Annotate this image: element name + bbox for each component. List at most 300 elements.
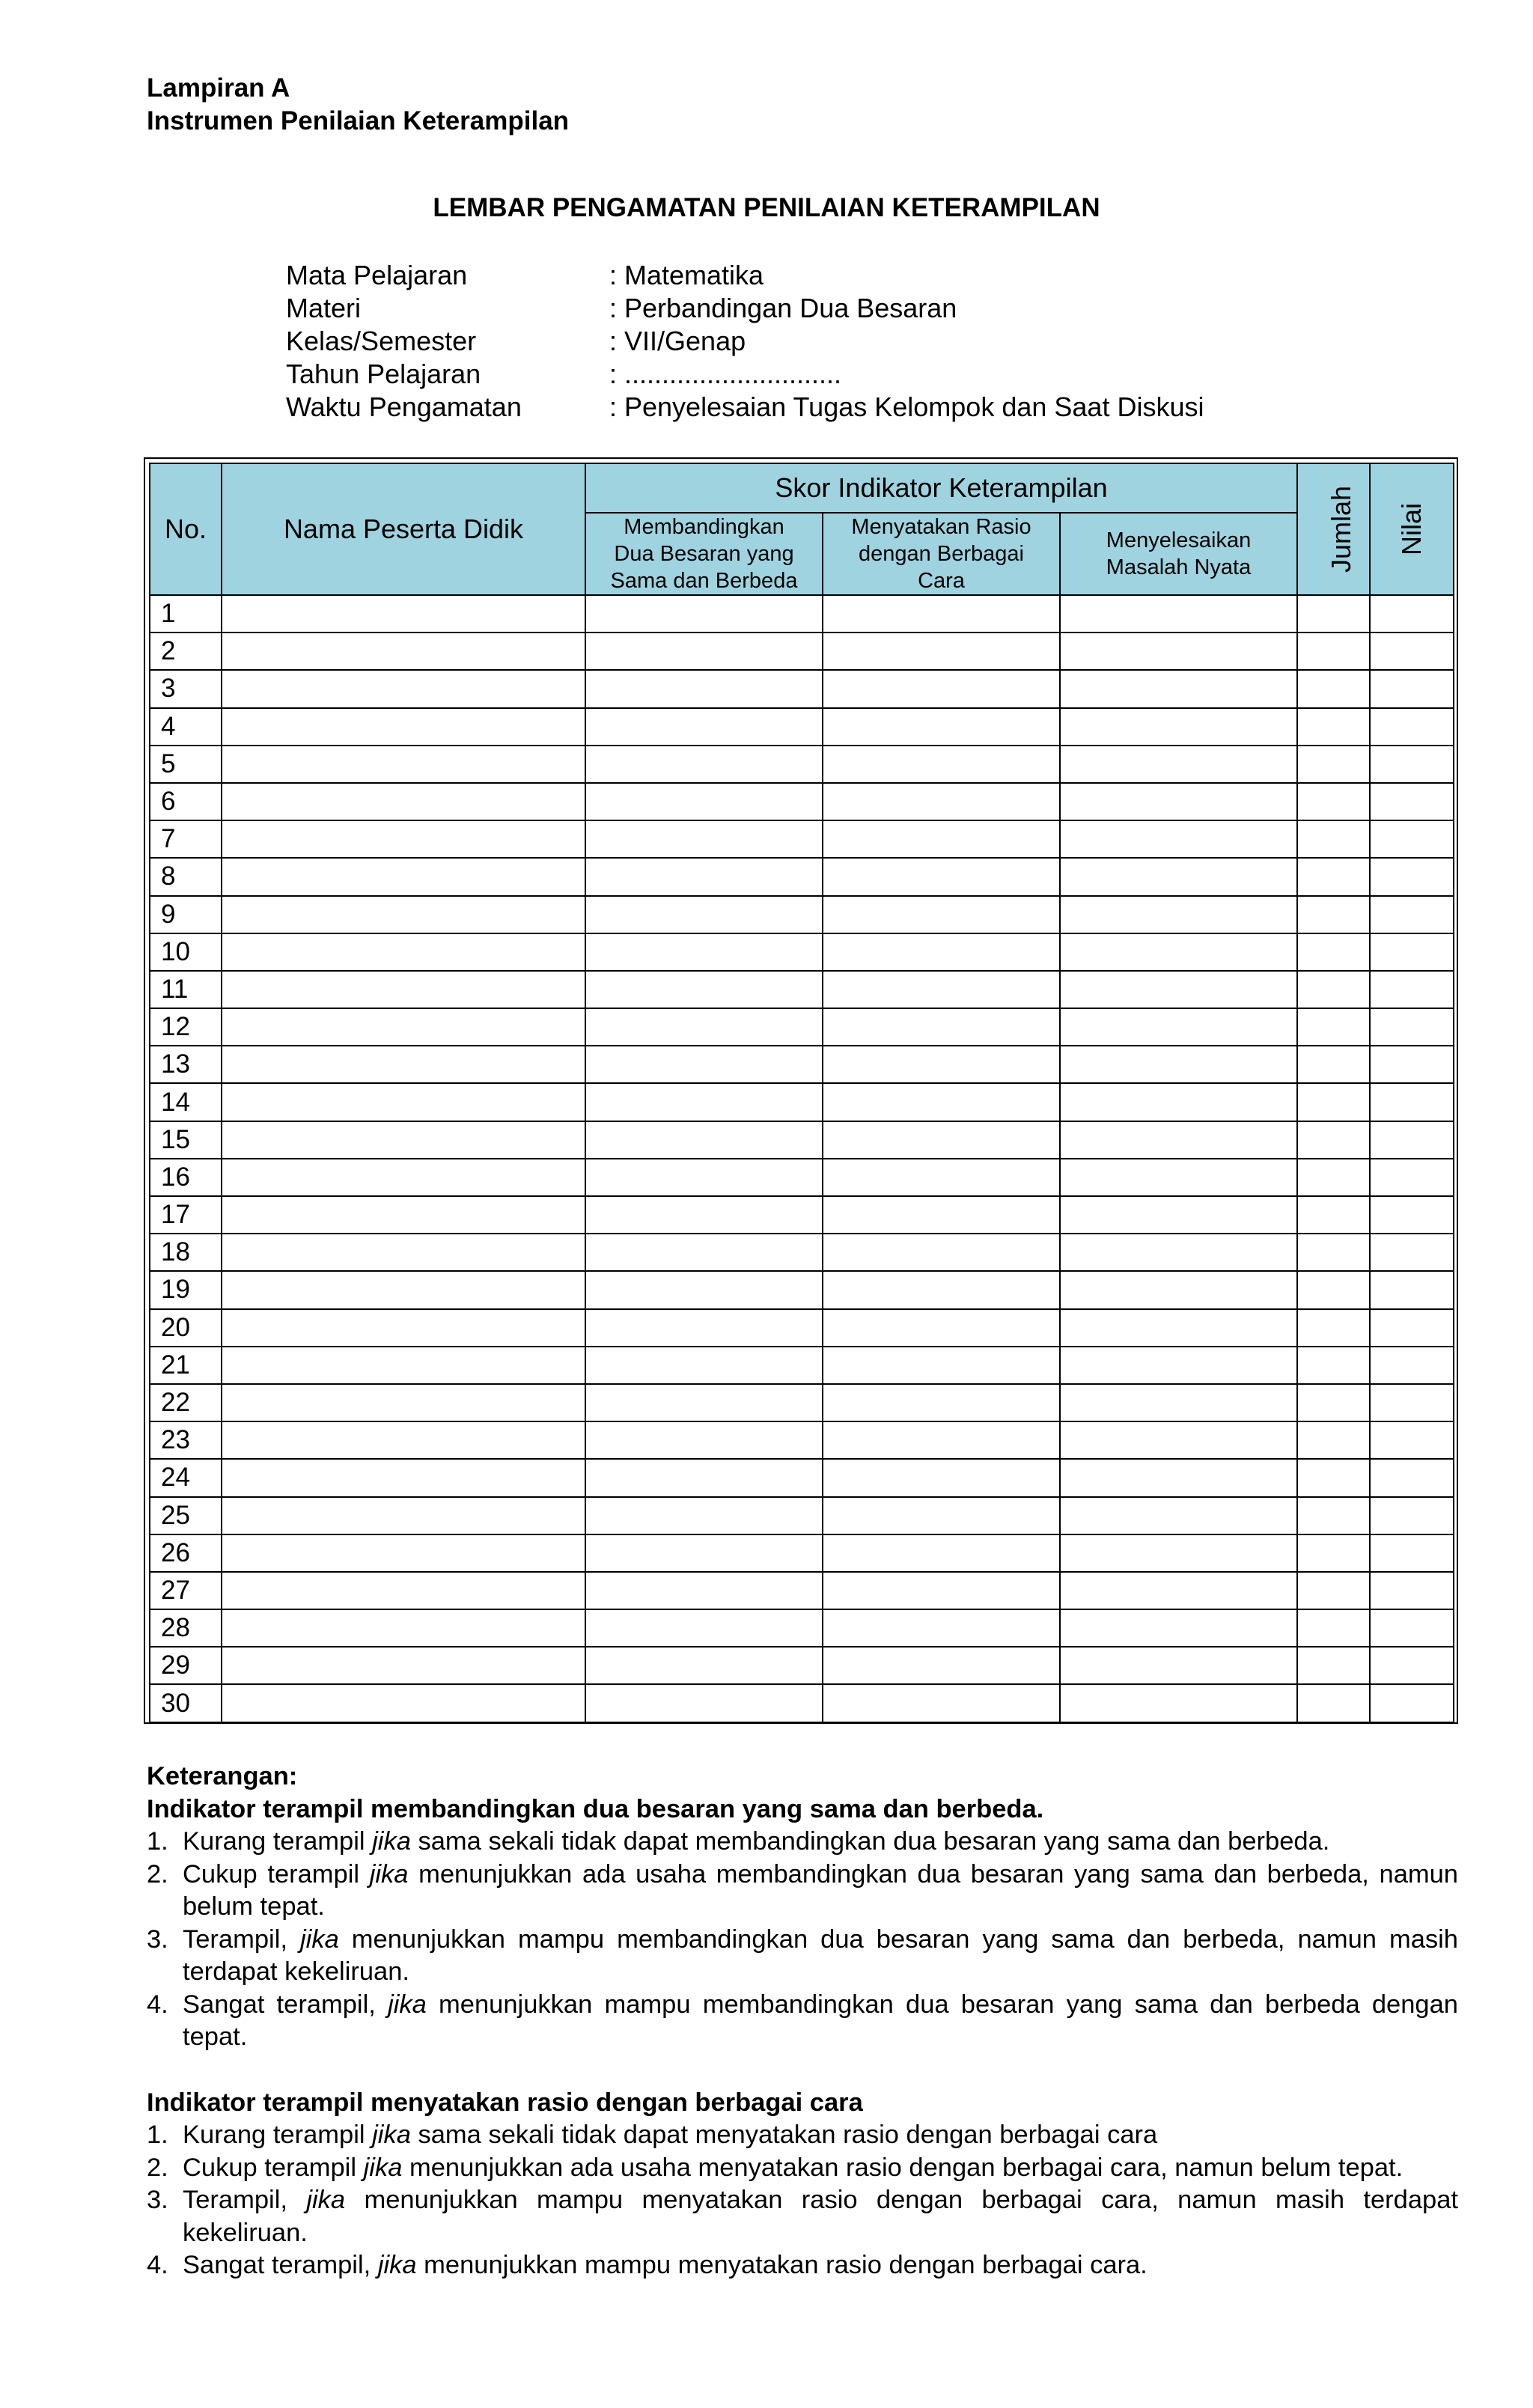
score-problem-cell[interactable] [1060, 595, 1297, 633]
list-text-part: Cukup terampil [183, 2153, 364, 2182]
total-cell[interactable] [1297, 820, 1370, 858]
student-name-cell[interactable] [222, 1384, 585, 1421]
score-compare-cell[interactable] [585, 1347, 823, 1384]
list-number: 4. [147, 2251, 168, 2279]
grade-cell[interactable] [1370, 633, 1454, 670]
score-ratio-cell[interactable] [823, 896, 1060, 933]
student-name-cell[interactable] [222, 933, 585, 971]
row-number: 15 [150, 1121, 222, 1159]
score-compare-cell[interactable] [585, 1083, 823, 1121]
score-compare-cell[interactable] [585, 1008, 823, 1046]
grade-cell[interactable] [1370, 1309, 1454, 1347]
list-item [147, 2119, 1458, 2152]
total-cell[interactable] [1297, 1046, 1370, 1083]
score-problem-cell[interactable] [1060, 1534, 1297, 1572]
total-cell[interactable] [1297, 1159, 1370, 1196]
score-ratio-cell[interactable] [823, 1271, 1060, 1308]
grade-cell[interactable] [1370, 1083, 1454, 1121]
document-title: LEMBAR PENGAMATAN PENILAIAN KETERAMPILAN [433, 193, 1100, 222]
table-row [150, 1572, 1454, 1609]
total-cell[interactable] [1297, 1609, 1370, 1647]
row-number: 22 [150, 1384, 222, 1421]
row-number: 28 [150, 1609, 222, 1647]
list-number: 1. [147, 1827, 168, 1856]
row-number: 27 [150, 1572, 222, 1609]
score-ratio-cell[interactable] [823, 1647, 1060, 1684]
row-number: 26 [150, 1534, 222, 1572]
grade-cell[interactable] [1370, 595, 1454, 633]
score-compare-cell[interactable] [585, 1271, 823, 1308]
grade-cell[interactable] [1370, 1159, 1454, 1196]
grade-cell[interactable] [1370, 933, 1454, 971]
list-text [183, 2119, 1458, 2152]
student-name-cell[interactable] [222, 820, 585, 858]
student-name-cell[interactable] [222, 783, 585, 820]
student-name-cell[interactable] [222, 746, 585, 783]
score-problem-cell[interactable] [1060, 746, 1297, 783]
score-ratio-cell[interactable] [823, 746, 1060, 783]
row-number: 16 [150, 1159, 222, 1196]
grade-cell[interactable] [1370, 1196, 1454, 1234]
score-problem-cell[interactable] [1060, 670, 1297, 707]
header-text-line: dengan Berbagai [859, 542, 1024, 566]
table-row [150, 1534, 1454, 1572]
row-number: 3 [150, 670, 222, 707]
row-number: 4 [150, 708, 222, 746]
score-compare-cell[interactable] [585, 1684, 823, 1722]
score-problem-cell[interactable] [1060, 820, 1297, 858]
score-compare-cell[interactable] [585, 1046, 823, 1083]
grade-cell[interactable] [1370, 858, 1454, 895]
total-cell[interactable] [1297, 1121, 1370, 1159]
table-row [150, 1384, 1454, 1421]
total-cell[interactable] [1297, 1572, 1370, 1609]
table-row [150, 858, 1454, 895]
score-problem-cell[interactable] [1060, 633, 1297, 670]
student-name-cell[interactable] [222, 1609, 585, 1647]
total-cell[interactable] [1297, 1497, 1370, 1534]
table-row [150, 1046, 1454, 1083]
score-ratio-cell[interactable] [823, 933, 1060, 971]
meta-value: : VII/Genap [609, 326, 746, 356]
student-name-cell[interactable] [222, 1497, 585, 1534]
meta-value: : Penyelesaian Tugas Kelompok dan Saat Diskusi [609, 391, 1204, 422]
score-ratio-cell[interactable] [823, 595, 1060, 633]
list-text [183, 2249, 1458, 2282]
table-row [150, 1271, 1454, 1308]
score-ratio-cell[interactable] [823, 1159, 1060, 1196]
header-skill-indicator-score: Skor Indikator Keterampilan [585, 463, 1297, 513]
score-compare-cell[interactable] [585, 1384, 823, 1421]
score-ratio-cell[interactable] [823, 670, 1060, 707]
score-compare-cell[interactable] [585, 1572, 823, 1609]
header-compare-quantities [585, 513, 823, 595]
score-problem-cell[interactable] [1060, 933, 1297, 971]
grade-cell[interactable] [1370, 1421, 1454, 1459]
table-row [150, 595, 1454, 633]
total-cell[interactable] [1297, 1347, 1370, 1384]
score-compare-cell[interactable] [585, 1609, 823, 1647]
score-compare-cell[interactable] [585, 633, 823, 670]
total-cell[interactable] [1297, 896, 1370, 933]
score-compare-cell[interactable] [585, 1421, 823, 1459]
meta-row [286, 325, 1204, 358]
student-name-cell[interactable] [222, 1534, 585, 1572]
student-name-cell[interactable] [222, 1309, 585, 1347]
list-number: 2. [147, 2153, 168, 2182]
list-item [147, 2152, 1458, 2185]
grade-cell[interactable] [1370, 1046, 1454, 1083]
indicator-2-title: Indikator terampil menyatakan rasio dengan berbagai cara [147, 2088, 863, 2117]
total-cell[interactable] [1297, 595, 1370, 633]
total-cell[interactable] [1297, 670, 1370, 707]
score-ratio-cell[interactable] [823, 1421, 1060, 1459]
header-text-line: Sama dan Berbeda [610, 569, 798, 593]
header-text-line: Cara [918, 569, 965, 593]
list-text-part: sama sekali tidak dapat menyatakan rasio dengan berbagai cara [410, 2121, 1158, 2149]
student-name-cell[interactable] [222, 1008, 585, 1046]
table-row [150, 1159, 1454, 1196]
score-compare-cell[interactable] [585, 1459, 823, 1496]
score-ratio-cell[interactable] [823, 1684, 1060, 1722]
student-name-cell[interactable] [222, 896, 585, 933]
score-problem-cell[interactable] [1060, 1647, 1297, 1684]
score-compare-cell[interactable] [585, 1234, 823, 1271]
score-problem-cell[interactable] [1060, 1271, 1297, 1308]
list-text [183, 1826, 1458, 1859]
meta-row [286, 292, 1204, 325]
student-name-cell[interactable] [222, 1684, 585, 1722]
grade-cell[interactable] [1370, 1572, 1454, 1609]
score-problem-cell[interactable] [1060, 1459, 1297, 1496]
list-text-part: Cukup terampil [183, 1859, 370, 1889]
appendix-subtitle: Instrumen Penilaian Keterampilan [147, 106, 570, 135]
score-ratio-cell[interactable] [823, 1234, 1060, 1271]
row-number: 14 [150, 1083, 222, 1121]
list-text [183, 1859, 1466, 1924]
row-number: 5 [150, 746, 222, 783]
list-text [183, 2152, 1458, 2185]
list-text-part: Kurang terampil [183, 2121, 373, 2149]
score-problem-cell[interactable] [1060, 858, 1297, 895]
total-cell[interactable] [1297, 1534, 1370, 1572]
grade-cell[interactable] [1370, 1647, 1454, 1684]
total-cell[interactable] [1297, 1684, 1370, 1722]
score-ratio-cell[interactable] [823, 1046, 1060, 1083]
table-row [150, 1083, 1454, 1121]
total-cell[interactable] [1297, 1008, 1370, 1046]
score-compare-cell[interactable] [585, 1497, 823, 1534]
score-compare-cell[interactable] [585, 1121, 823, 1159]
score-compare-cell[interactable] [585, 1309, 823, 1347]
grade-cell[interactable] [1370, 971, 1454, 1008]
row-number: 10 [150, 933, 222, 971]
score-ratio-cell[interactable] [823, 1008, 1060, 1046]
student-name-cell[interactable] [222, 670, 585, 707]
row-number: 29 [150, 1647, 222, 1684]
student-name-cell[interactable] [222, 1647, 585, 1684]
score-ratio-cell[interactable] [823, 1083, 1060, 1121]
score-problem-cell[interactable] [1060, 1609, 1297, 1647]
header-express-ratio [823, 513, 1060, 595]
list-number: 4. [147, 1990, 168, 2019]
grade-cell[interactable] [1370, 1347, 1454, 1384]
table-body [150, 595, 1454, 1722]
table-row [150, 1421, 1454, 1459]
score-ratio-cell[interactable] [823, 1384, 1060, 1421]
row-number: 2 [150, 633, 222, 670]
score-ratio-cell[interactable] [823, 783, 1060, 820]
score-ratio-cell[interactable] [823, 633, 1060, 670]
score-problem-cell[interactable] [1060, 1196, 1297, 1234]
student-name-cell[interactable] [222, 1459, 585, 1496]
row-number: 11 [150, 971, 222, 1008]
header-grade-label: Nilai [1396, 502, 1427, 556]
list-text-part: menunjukkan mampu membandingkan dua besaran yang sama dan berbeda dengan tepat. [183, 1990, 1466, 2051]
score-problem-cell[interactable] [1060, 1121, 1297, 1159]
grade-cell[interactable] [1370, 820, 1454, 858]
row-number: 23 [150, 1421, 222, 1459]
score-ratio-cell[interactable] [823, 820, 1060, 858]
list-text-part: Terampil, [183, 2186, 307, 2214]
score-compare-cell[interactable] [585, 971, 823, 1008]
meta-label: Mata Pelajaran [286, 260, 468, 290]
total-cell[interactable] [1297, 1421, 1370, 1459]
grade-cell[interactable] [1370, 1459, 1454, 1496]
grade-cell[interactable] [1370, 1234, 1454, 1271]
grade-cell[interactable] [1370, 1684, 1454, 1722]
notes-section [147, 1761, 1466, 2282]
meta-value: : Matematika [609, 260, 764, 290]
table-row [150, 1647, 1454, 1684]
score-ratio-cell[interactable] [823, 1309, 1060, 1347]
list-text-part: Sangat terampil, [183, 1990, 388, 2019]
notes-heading: Keterangan: [147, 1762, 298, 1790]
list-text-emphasis: jika [388, 1990, 427, 2019]
table-row [150, 670, 1454, 707]
score-ratio-cell[interactable] [823, 708, 1060, 746]
total-cell[interactable] [1297, 1309, 1370, 1347]
score-problem-cell[interactable] [1060, 1309, 1297, 1347]
meta-label: Materi [286, 293, 362, 323]
header-text-line: Menyatakan Rasio [851, 515, 1031, 539]
total-cell[interactable] [1297, 1647, 1370, 1684]
header-no: No. [150, 463, 222, 595]
score-problem-cell[interactable] [1060, 1159, 1297, 1196]
list-text [183, 1924, 1466, 1989]
grade-cell[interactable] [1370, 670, 1454, 707]
student-name-cell[interactable] [222, 858, 585, 895]
score-compare-cell[interactable] [585, 670, 823, 707]
row-number: 24 [150, 1459, 222, 1496]
score-problem-cell[interactable] [1060, 971, 1297, 1008]
header-total [1297, 463, 1370, 595]
score-ratio-cell[interactable] [823, 1572, 1060, 1609]
score-problem-cell[interactable] [1060, 1083, 1297, 1121]
table-row [150, 1347, 1454, 1384]
score-problem-cell[interactable] [1060, 708, 1297, 746]
student-name-cell[interactable] [222, 1347, 585, 1384]
total-cell[interactable] [1297, 1083, 1370, 1121]
header-grade [1370, 463, 1454, 595]
score-compare-cell[interactable] [585, 1196, 823, 1234]
grade-cell[interactable] [1370, 1534, 1454, 1572]
score-compare-cell[interactable] [585, 746, 823, 783]
score-ratio-cell[interactable] [823, 1347, 1060, 1384]
table-row [150, 708, 1454, 746]
student-name-cell[interactable] [222, 595, 585, 633]
score-problem-cell[interactable] [1060, 1384, 1297, 1421]
table-row [150, 1459, 1454, 1496]
score-problem-cell[interactable] [1060, 1347, 1297, 1384]
total-cell[interactable] [1297, 746, 1370, 783]
row-number: 17 [150, 1196, 222, 1234]
row-number: 21 [150, 1347, 222, 1384]
assessment-table [149, 463, 1454, 1723]
score-ratio-cell[interactable] [823, 1459, 1060, 1496]
total-cell[interactable] [1297, 1459, 1370, 1496]
score-compare-cell[interactable] [585, 1159, 823, 1196]
score-problem-cell[interactable] [1060, 1046, 1297, 1083]
assessment-table-frame [144, 457, 1458, 1724]
grade-cell[interactable] [1370, 1008, 1454, 1046]
grade-cell[interactable] [1370, 1271, 1454, 1308]
score-ratio-cell[interactable] [823, 1196, 1060, 1234]
total-cell[interactable] [1297, 1196, 1370, 1234]
list-text-part: sama sekali tidak dapat membandingkan dua besaran yang sama dan berbeda. [410, 1827, 1330, 1856]
student-name-cell[interactable] [222, 1083, 585, 1121]
student-name-cell[interactable] [222, 1421, 585, 1459]
list-text-part: Terampil, [183, 1924, 300, 1954]
score-compare-cell[interactable] [585, 896, 823, 933]
table-row [150, 896, 1454, 933]
grade-cell[interactable] [1370, 783, 1454, 820]
grade-cell[interactable] [1370, 1121, 1454, 1159]
grade-cell[interactable] [1370, 1609, 1454, 1647]
score-compare-cell[interactable] [585, 1534, 823, 1572]
row-number: 9 [150, 896, 222, 933]
student-name-cell[interactable] [222, 971, 585, 1008]
student-name-cell[interactable] [222, 1572, 585, 1609]
total-cell[interactable] [1297, 858, 1370, 895]
student-name-cell[interactable] [222, 1271, 585, 1308]
score-ratio-cell[interactable] [823, 1121, 1060, 1159]
score-ratio-cell[interactable] [823, 971, 1060, 1008]
header-text-line: Dua Besaran yang [614, 542, 794, 566]
score-problem-cell[interactable] [1060, 1684, 1297, 1722]
student-name-cell[interactable] [222, 1046, 585, 1083]
student-name-cell[interactable] [222, 1121, 585, 1159]
meta-info [286, 259, 1204, 424]
score-ratio-cell[interactable] [823, 1534, 1060, 1572]
grade-cell[interactable] [1370, 708, 1454, 746]
grade-cell[interactable] [1370, 896, 1454, 933]
indicator-1-list [147, 1826, 1466, 2054]
list-item [147, 2249, 1458, 2282]
row-number: 20 [150, 1309, 222, 1347]
total-cell[interactable] [1297, 933, 1370, 971]
list-item [147, 1859, 1466, 1924]
score-problem-cell[interactable] [1060, 1008, 1297, 1046]
list-text-part: menunjukkan mampu menyatakan rasio dengan berbagai cara, namun masih terdapat kekeliruan. [183, 2186, 1466, 2247]
row-number: 6 [150, 783, 222, 820]
score-compare-cell[interactable] [585, 1647, 823, 1684]
header-student-name: Nama Peserta Didik [222, 463, 585, 595]
meta-value: : Perbandingan Dua Besaran [609, 293, 957, 323]
list-text-emphasis: jika [372, 2121, 411, 2149]
indicator-1-title: Indikator terampil membandingkan dua besaran yang sama dan berbeda. [147, 1794, 1044, 1823]
table-row [150, 1684, 1454, 1722]
score-compare-cell[interactable] [585, 783, 823, 820]
score-problem-cell[interactable] [1060, 1572, 1297, 1609]
score-ratio-cell[interactable] [823, 1497, 1060, 1534]
student-name-cell[interactable] [222, 633, 585, 670]
row-number: 13 [150, 1046, 222, 1083]
meta-label: Waktu Pengamatan [286, 391, 522, 422]
table-row [150, 1609, 1454, 1647]
list-number: 3. [147, 1924, 168, 1954]
student-name-cell[interactable] [222, 708, 585, 746]
table-row [150, 1196, 1454, 1234]
list-text-emphasis: jika [377, 2251, 417, 2279]
total-cell[interactable] [1297, 708, 1370, 746]
table-row [150, 1309, 1454, 1347]
list-text-emphasis: jika [369, 1859, 409, 1889]
total-cell[interactable] [1297, 1384, 1370, 1421]
score-problem-cell[interactable] [1060, 896, 1297, 933]
spacer [147, 2054, 1458, 2087]
grade-cell[interactable] [1370, 1497, 1454, 1534]
appendix-label: Lampiran A [147, 73, 290, 103]
student-name-cell[interactable] [222, 1196, 585, 1234]
score-compare-cell[interactable] [585, 595, 823, 633]
list-item [147, 2184, 1466, 2249]
score-problem-cell[interactable] [1060, 1421, 1297, 1459]
list-text [183, 1989, 1466, 2054]
score-compare-cell[interactable] [585, 933, 823, 971]
header-solve-real-problems [1060, 513, 1297, 595]
score-compare-cell[interactable] [585, 858, 823, 895]
grade-cell[interactable] [1370, 1384, 1454, 1421]
grade-cell[interactable] [1370, 746, 1454, 783]
table-row [150, 633, 1454, 670]
table-row [150, 1008, 1454, 1046]
student-name-cell[interactable] [222, 1159, 585, 1196]
total-cell[interactable] [1297, 783, 1370, 820]
student-name-cell[interactable] [222, 1234, 585, 1271]
table-row [150, 783, 1454, 820]
score-problem-cell[interactable] [1060, 1497, 1297, 1534]
score-problem-cell[interactable] [1060, 1234, 1297, 1271]
list-text-part: menunjukkan ada usaha menyatakan rasio dengan berbagai cara, namun belum tepat. [402, 2153, 1404, 2182]
score-ratio-cell[interactable] [823, 858, 1060, 895]
list-item [147, 1924, 1466, 1989]
list-text-part: menunjukkan mampu membandingkan dua besaran yang sama dan berbeda, namun masih terdapat kekeliruan. [183, 1924, 1466, 1986]
total-cell[interactable] [1297, 971, 1370, 1008]
list-text-part: menunjukkan ada usaha membandingkan dua besaran yang sama dan berbeda, namun belum tepat. [183, 1859, 1466, 1921]
total-cell[interactable] [1297, 633, 1370, 670]
list-text-emphasis: jika [363, 2153, 403, 2182]
header-text-line: Menyelesaikan [1106, 528, 1252, 552]
list-item [147, 1826, 1458, 1859]
total-cell[interactable] [1297, 1234, 1370, 1271]
score-problem-cell[interactable] [1060, 783, 1297, 820]
score-ratio-cell[interactable] [823, 1609, 1060, 1647]
score-compare-cell[interactable] [585, 820, 823, 858]
row-number: 25 [150, 1497, 222, 1534]
score-compare-cell[interactable] [585, 708, 823, 746]
total-cell[interactable] [1297, 1271, 1370, 1308]
